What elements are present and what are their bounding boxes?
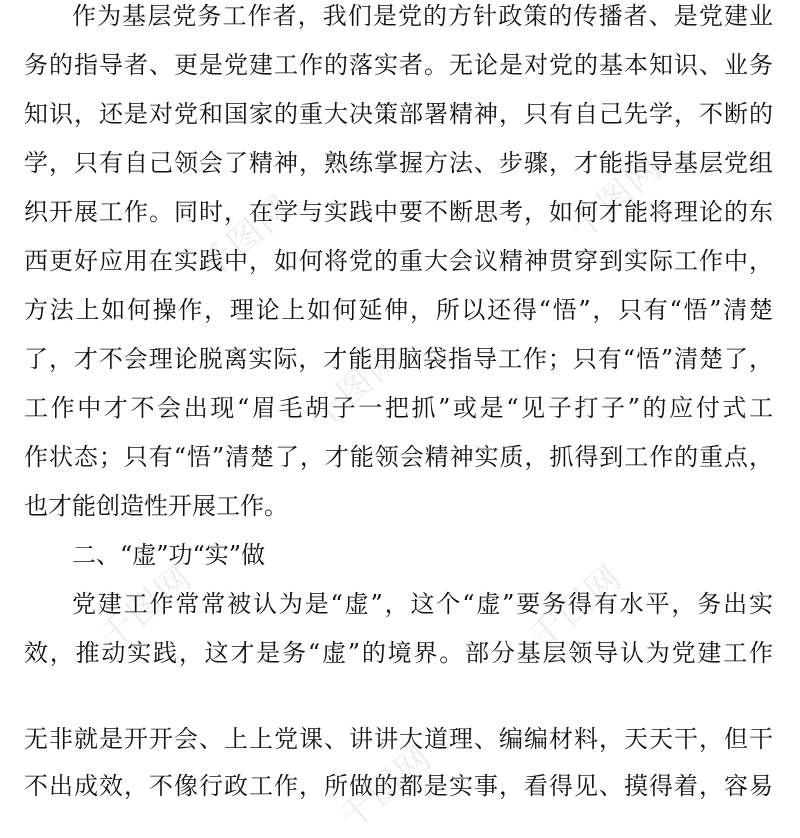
paragraph-1-line-2: 务的指导者、更是党建工作的落实者。无论是对党的基本知识、业务 [24,51,773,79]
watermark-4: 千图网 [92,557,201,658]
watermark-3: 千图网 [302,337,411,438]
paragraph-1-line-4: 学，只有自己领会了精神，熟练掌握方法、步骤，才能指导基层党组 [24,149,773,177]
paragraph-1-line-1: 作为基层党务工作者，我们是党的方针政策的传播者、是党建业 [72,2,773,30]
watermark-2: 千图网 [562,147,671,248]
paragraph-1-line-9: 工作中才不会出现“眉毛胡子一把抓”或是“见子打子”的应付式工 [24,394,773,422]
paragraph-3-line-1: 无非就是开开会、上上党课、讲讲大道理、编编材料，天天干，但干 [24,725,773,753]
paragraph-1-line-7: 方法上如何操作，理论上如何延伸，所以还得“悟”，只有“悟”清楚 [24,296,773,324]
watermark-5: 千图网 [522,557,631,658]
paragraph-1-line-10: 作状态；只有“悟”清楚了，才能领会精神实质，抓得到工作的重点， [24,443,773,471]
watermark-1: 千图网 [192,187,301,288]
paragraph-1-line-11: 也才能创造性开展工作。 [24,492,288,520]
paragraph-1-line-5: 织开展工作。同时，在学与实践中要不断思考，如何才能将理论的东 [24,198,773,226]
section-heading: 二、“虚”功“实”做 [72,541,266,569]
paragraph-1-line-3: 知识，还是对党和国家的重大决策部署精神，只有自己先学，不断的 [24,100,773,128]
watermark-6: 千图网 [332,737,441,838]
paragraph-1-line-6: 西更好应用在实践中，如何将党的重大会议精神贯穿到实际工作中， [24,247,773,275]
paragraph-3-line-2: 不出成效，不像行政工作，所做的都是实事，看得见、摸得着，容易 [24,772,773,800]
paragraph-1-line-8: 了，才不会理论脱离实际，才能用脑袋指导工作；只有“悟”清楚了， [24,345,773,373]
paragraph-2-line-1: 党建工作常常被认为是“虚”，这个“虚”要务得有水平，务出实 [72,590,773,618]
paragraph-2-line-2: 效，推动实践，这才是务“虚”的境界。部分基层领导认为党建工作 [24,639,773,667]
